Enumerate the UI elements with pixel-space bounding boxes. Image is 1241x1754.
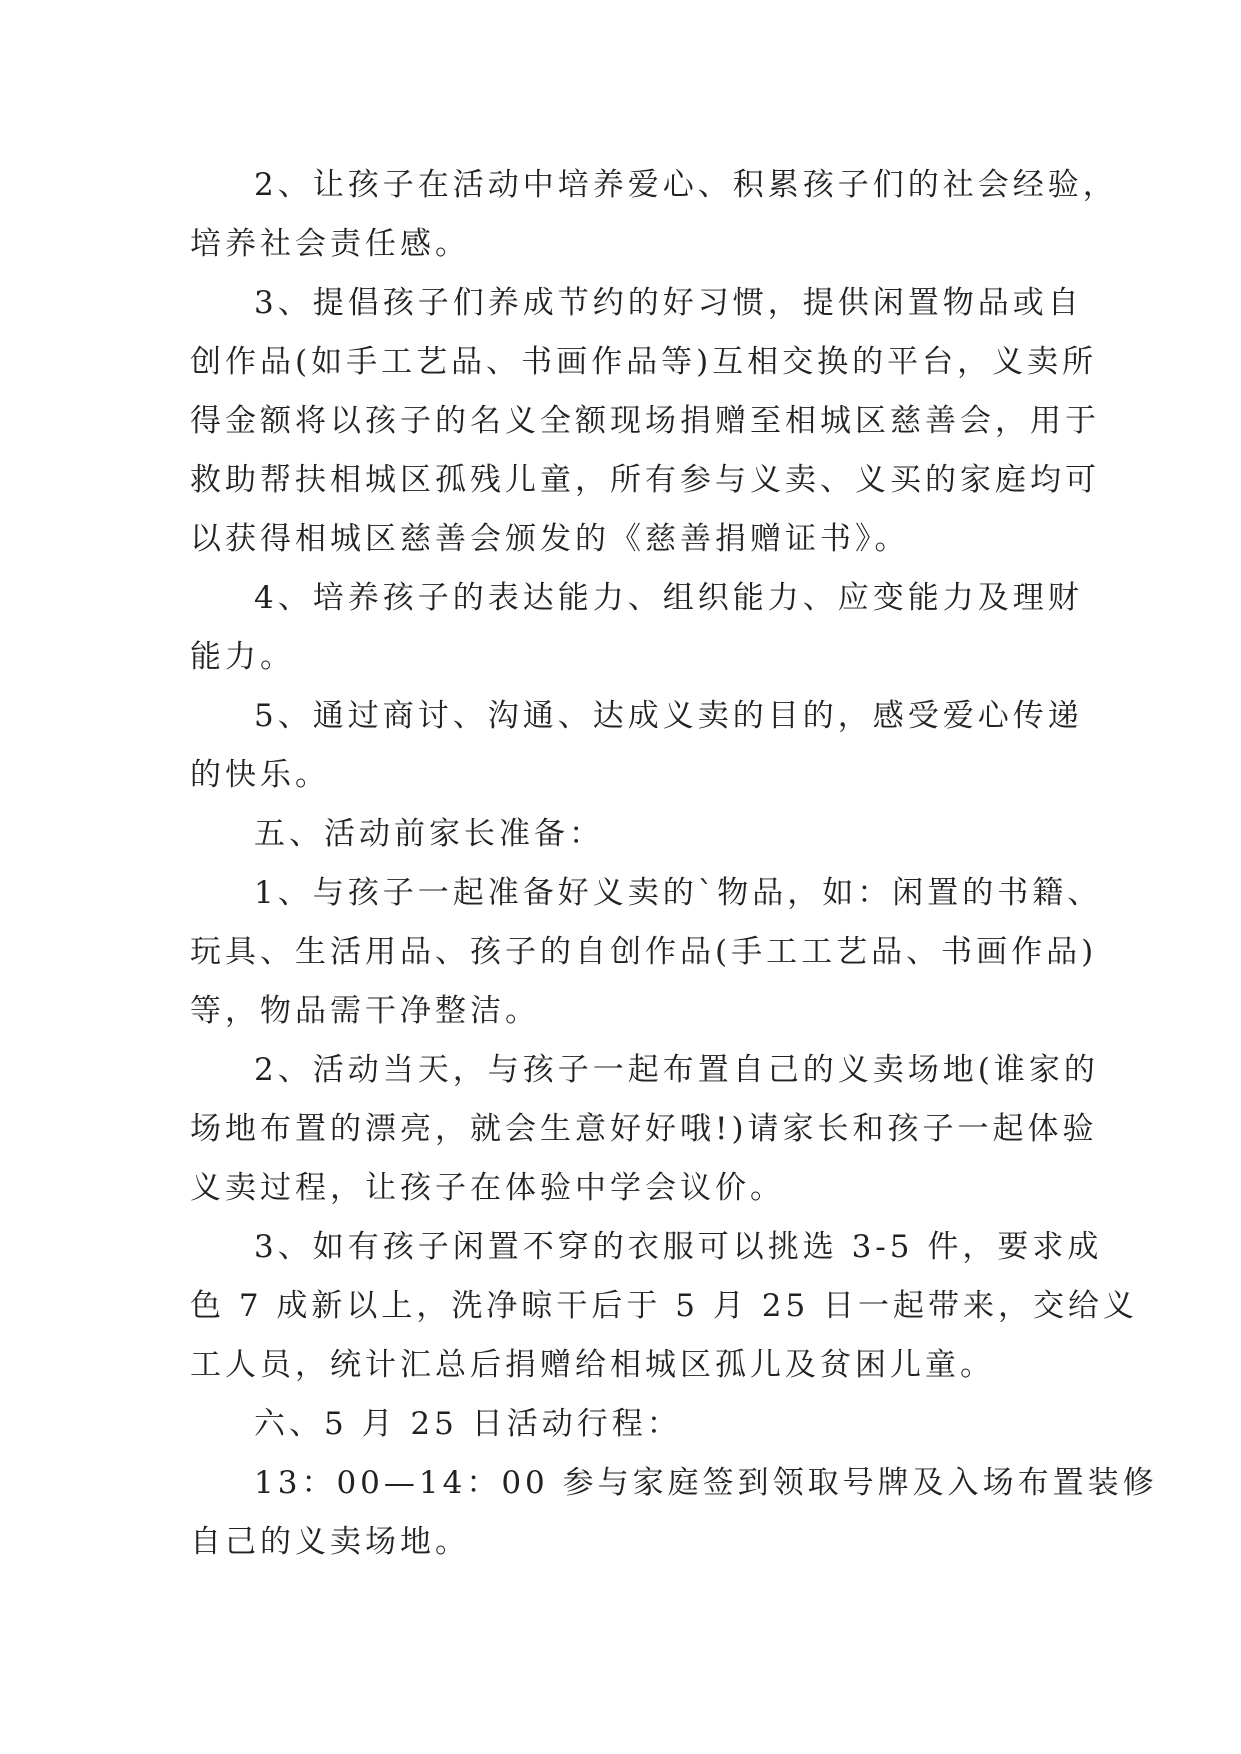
text-line: 的快乐。 <box>190 757 330 793</box>
text-line: 5、通过商讨、沟通、达成义卖的目的，感受爱心传递 <box>254 698 1083 734</box>
text-line: 1、与孩子一起准备好义卖的`物品，如：闲置的书籍、 <box>254 875 1103 911</box>
paragraph-goal-5 <box>190 687 1083 805</box>
text-line: 创作品(如手工艺品、书画作品等)互相交换的平台，义卖所 <box>190 344 1098 380</box>
text-line: 场地布置的漂亮，就会生意好好哦!)请家长和孩子一起体验 <box>190 1111 1098 1147</box>
text-line: 4、培养孩子的表达能力、组织能力、应变能力及理财 <box>254 580 1083 616</box>
paragraph-goal-2 <box>190 156 1118 274</box>
paragraph-goal-4 <box>190 569 1083 687</box>
text-line: 培养社会责任感。 <box>190 226 470 262</box>
paragraph-goal-3 <box>190 274 1100 569</box>
section-heading-preparation <box>190 805 1060 864</box>
paragraph-prep-2 <box>190 1041 1099 1218</box>
document-body <box>190 156 1158 1572</box>
paragraph-prep-1 <box>190 864 1103 1041</box>
text-line: 义卖过程，让孩子在体验中学会议价。 <box>190 1170 785 1206</box>
paragraph-schedule-1 <box>190 1454 1158 1572</box>
section-heading: 六、5 月 25 日活动行程： <box>254 1406 682 1442</box>
text-line: 以获得相城区慈善会颁发的《慈善捐赠证书》。 <box>190 521 910 557</box>
section-heading: 五、活动前家长准备： <box>254 816 604 852</box>
text-line: 13：00—14：00 参与家庭签到领取号牌及入场布置装修 <box>254 1465 1158 1501</box>
text-line: 2、活动当天，与孩子一起布置自己的义卖场地(谁家的 <box>254 1052 1099 1088</box>
section-heading-schedule <box>190 1395 1060 1454</box>
paragraph-prep-3 <box>190 1218 1139 1395</box>
text-line: 工人员，统计汇总后捐赠给相城区孤儿及贫困儿童。 <box>190 1347 995 1383</box>
text-line: 2、让孩子在活动中培养爱心、积累孩子们的社会经验， <box>254 167 1118 203</box>
text-line: 3、如有孩子闲置不穿的衣服可以挑选 3-5 件，要求成 <box>254 1229 1103 1265</box>
text-line: 得金额将以孩子的名义全额现场捐赠至相城区慈善会，用于 <box>190 403 1100 439</box>
text-line: 玩具、生活用品、孩子的自创作品(手工工艺品、书画作品) <box>190 934 1098 970</box>
text-line: 3、提倡孩子们养成节约的好习惯，提供闲置物品或自 <box>254 285 1083 321</box>
text-line: 能力。 <box>190 639 295 675</box>
text-line: 等，物品需干净整洁。 <box>190 993 540 1029</box>
text-line: 救助帮扶相城区孤残儿童，所有参与义卖、义买的家庭均可 <box>190 462 1100 498</box>
text-line: 自己的义卖场地。 <box>190 1524 470 1560</box>
text-line: 色 7 成新以上，洗净晾干后于 5 月 25 日一起带来，交给义 <box>190 1288 1139 1324</box>
